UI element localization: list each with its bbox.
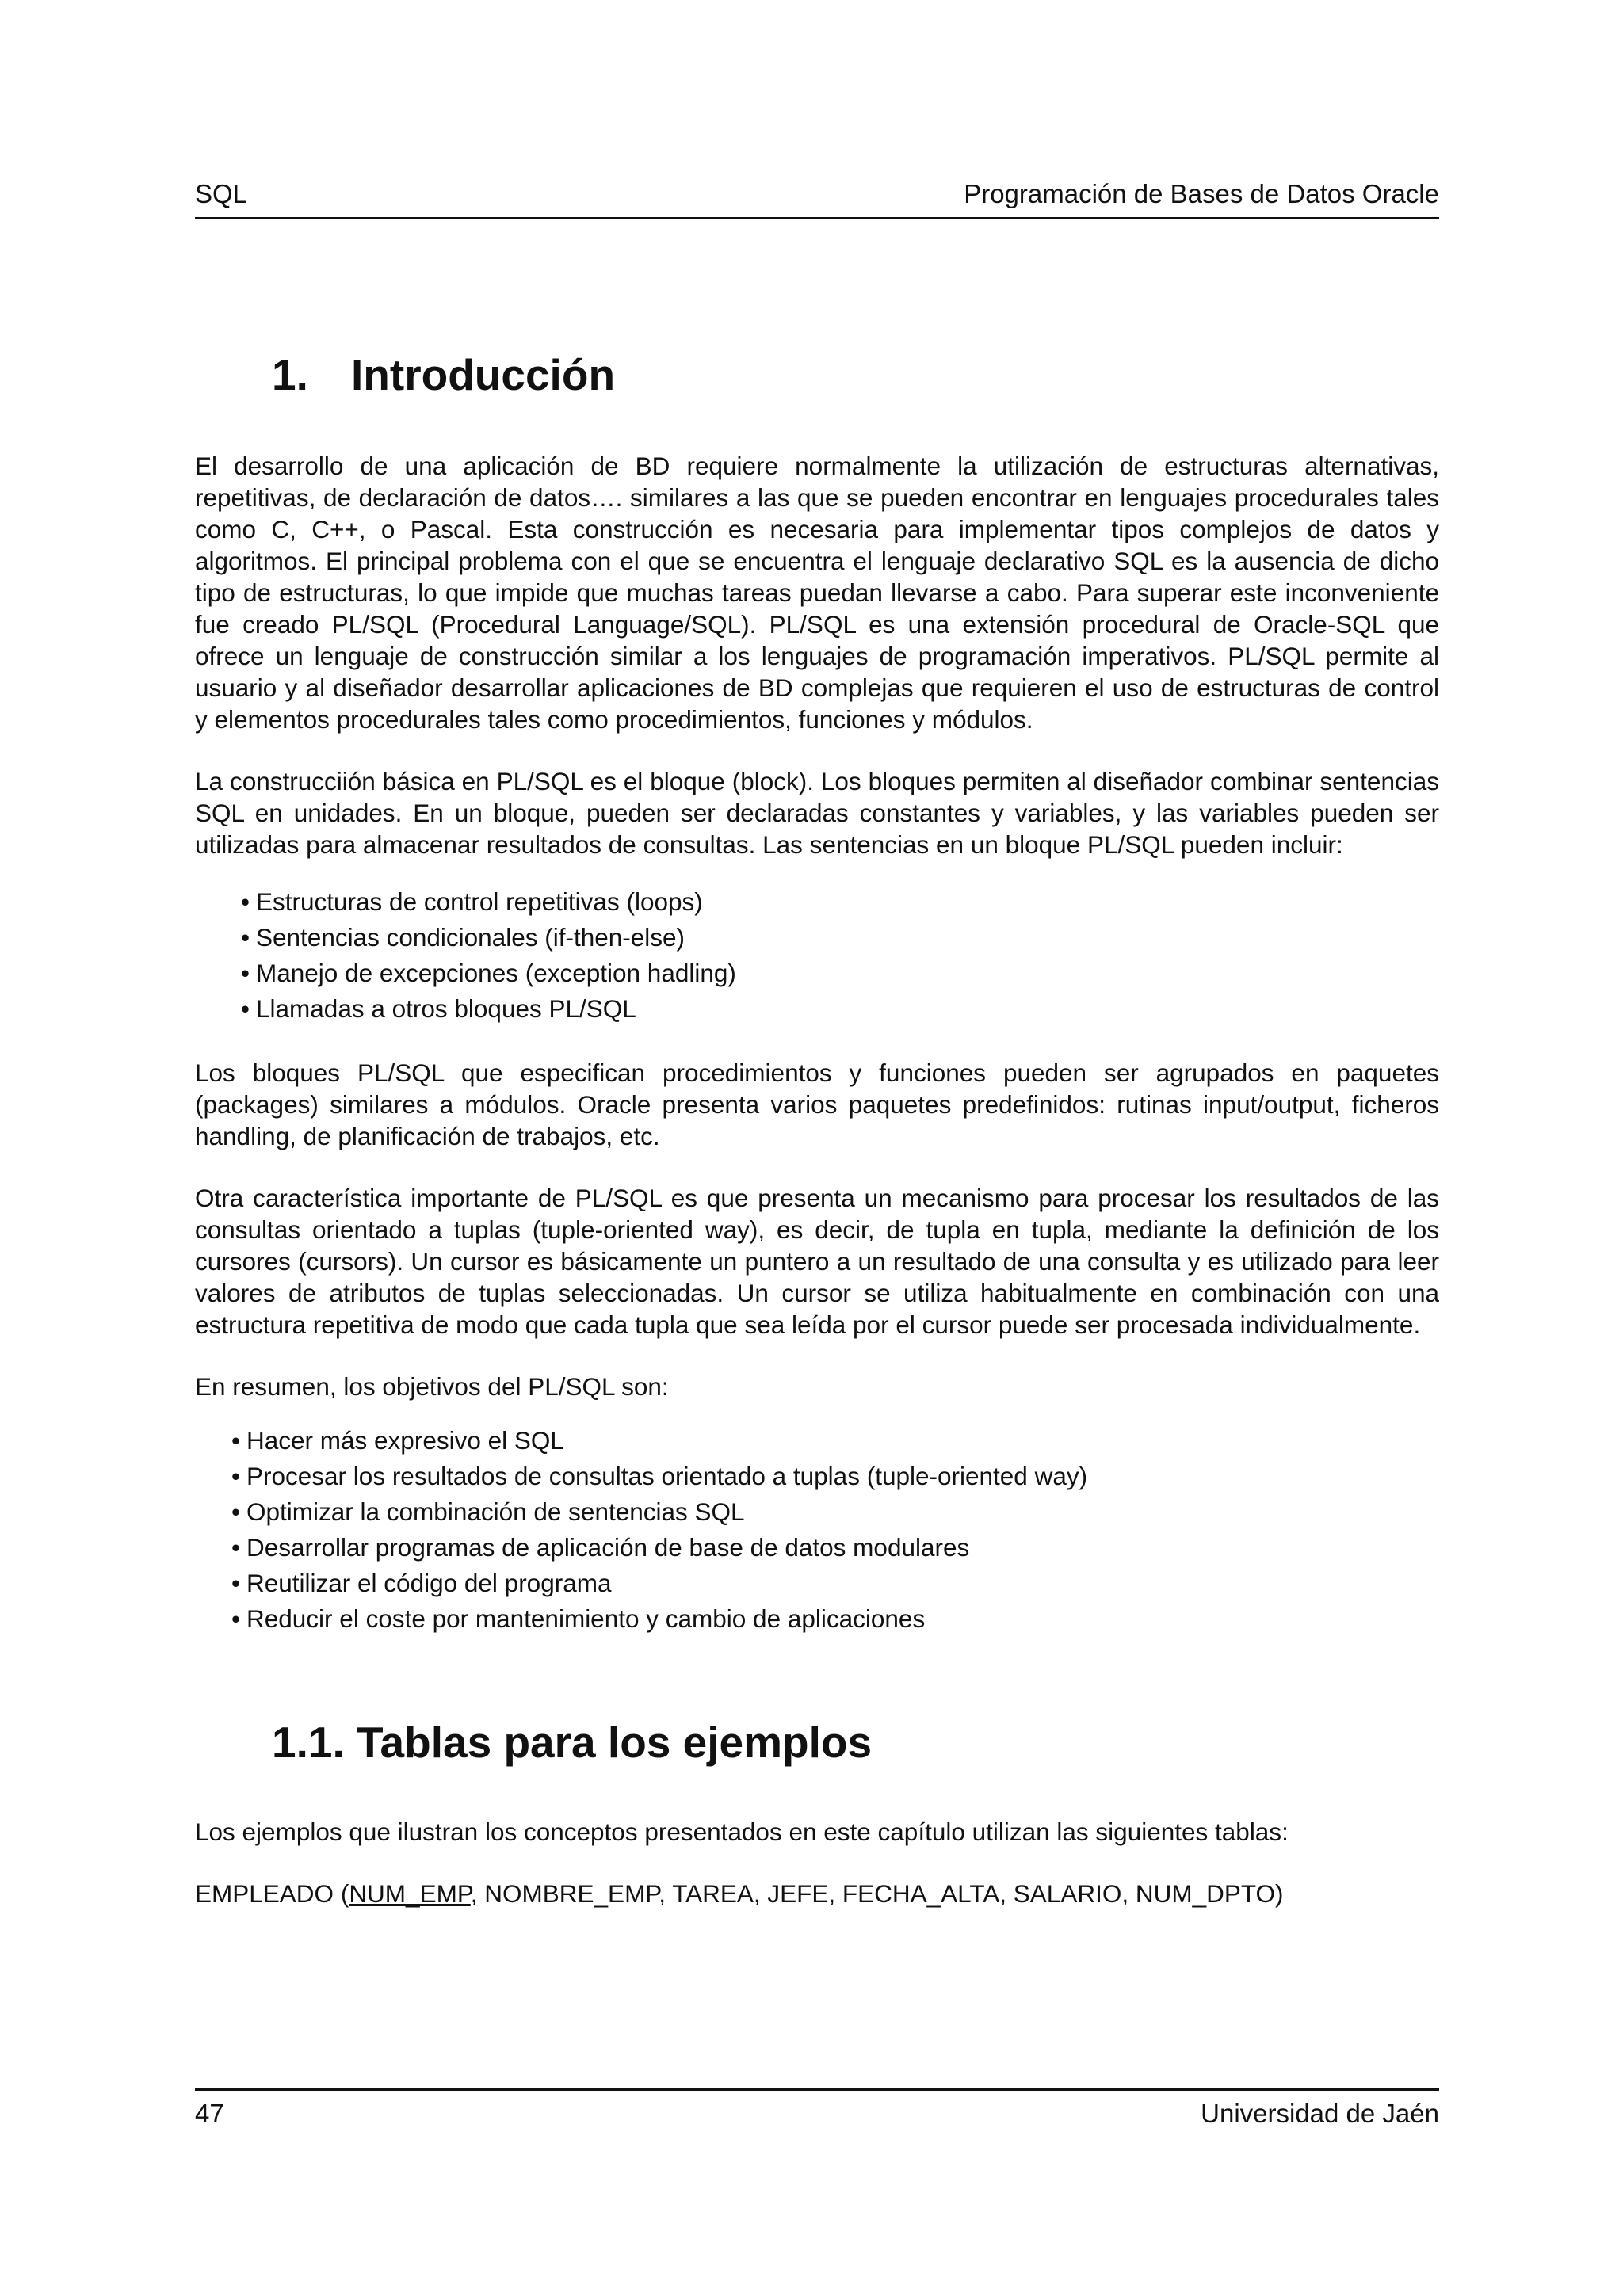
table-primary-key: NUM_EMP [349,1879,471,1908]
paragraph-cursors: Otra característica importante de PL/SQL es que presenta un mecanismo para procesar los resultados de las consultas orientado a tuplas (tuple-oriented way), es decir, de tupla en tupla, mediante la definición de los cursores (cursors). Un cursor es básicamente un puntero a un resultado de una consulta y es utilizado para leer valores de atributos de tuplas seleccionadas. Un cursor se utiliza habitualmente en combinación con una estructura repetitiva de modo que cada tupla que sea leída por el cursor puede ser procesada individualmente. [195,1184,1439,1339]
objectives-list [195,1423,1439,1637]
block-features-list [195,884,1439,1027]
bullet-icon: • [241,923,250,952]
bullet-icon: • [231,1462,241,1490]
list-item [231,1601,1439,1637]
chapter-heading [272,349,1439,401]
list-item-text: Desarrollar programas de aplicación de base de datos modulares [246,1533,970,1562]
bullet-icon: • [231,1604,241,1633]
paragraph-block: La construcciión básica en PL/SQL es el bloque (block). Los bloques permiten al diseñador combinar sentencias SQL en unidades. En un bloque, pueden ser declaradas constantes y variables, y las variables pueden ser utilizadas para almacenar resultados de consultas. Las sentencias en un bloque PL/SQL pueden incluir: [195,767,1439,859]
header-right-text: Programación de Bases de Datos Oracle [964,179,1439,208]
list-item-text: Sentencias condicionales (if-then-else) [256,923,685,952]
page-content [195,349,1439,1939]
table-definition [195,1878,1439,1909]
table-columns: , NOMBRE_EMP, TAREA, JEFE, FECHA_ALTA, SALARIO, NUM_DPTO) [470,1879,1284,1908]
running-header [195,176,1439,219]
list-item-text: Optimizar la combinación de sentencias SQL [246,1497,745,1526]
chapter-number: 1. [272,350,308,399]
bullet-icon: • [241,959,250,987]
bullet-icon: • [241,887,250,916]
document-page [195,0,1439,2296]
bullet-icon: • [231,1569,241,1597]
table-open-paren: ( [334,1879,349,1908]
list-item [241,955,1439,991]
paragraph-tables-intro: Los ejemplos que ilustran los conceptos presentados en este capítulo utilizan las siguientes tablas: [195,1817,1289,1846]
list-item [231,1530,1439,1566]
list-item-text: Manejo de excepciones (exception hadling) [256,959,736,987]
paragraph-intro: El desarrollo de una aplicación de BD requiere normalmente la utilización de estructuras alternativas, repetitivas, de declaración de datos…. similares a las que se pueden encontrar en lenguajes procedurales tales como C, C++, o Pascal. Esta construcción es necesaria para implementar tipos complejos de datos y algoritmos. El principal problema con el que se encuentra el lenguaje declarativo SQL es la ausencia de dicho tipo de estructuras, lo que impide que muchas tareas puedan llevarse a cabo. Para superar este inconveniente fue creado PL/SQL (Procedural Language/SQL). PL/SQL es una extensión procedural de Oracle-SQL que ofrece un lenguaje de construcción similar a los lenguajes de programación imperativos. PL/SQL permite al usuario y al diseñador desarrollar aplicaciones de BD complejas que requieren el uso de estructuras de control y elementos procedurales tales como procedimientos, funciones y módulos. [195,452,1439,734]
bullet-icon: • [231,1426,241,1455]
list-item-text: Reducir el coste por mantenimiento y cambio de aplicaciones [246,1604,926,1633]
list-item [241,884,1439,920]
paragraph-summary: En resumen, los objetivos del PL/SQL son: [195,1372,669,1401]
header-left-text: SQL [195,179,248,208]
bullet-icon: • [231,1497,241,1526]
list-item [231,1459,1439,1494]
list-item [241,991,1439,1027]
list-item-text: Hacer más expresivo el SQL [246,1426,564,1455]
list-item-text: Reutilizar el código del programa [246,1569,612,1597]
list-item [231,1423,1439,1459]
list-item-text: Estructuras de control repetitivas (loops) [256,887,703,916]
list-item [241,920,1439,955]
list-item-text: Procesar los resultados de consultas orientado a tuplas (tuple-oriented way) [246,1462,1088,1490]
paragraph-packages: Los bloques PL/SQL que especifican procedimientos y funciones pueden ser agrupados en paquetes (packages) similares a módulos. Oracle presenta varios paquetes predefinidos: rutinas input/output, ficheros handling, de planificación de trabajos, etc. [195,1058,1439,1150]
bullet-icon: • [241,994,250,1023]
list-item-text: Llamadas a otros bloques PL/SQL [256,994,636,1023]
running-footer [195,2088,1439,2138]
footer-right-text: Universidad de Jaén [1201,2099,1439,2128]
section-heading: 1.1. Tablas para los ejemplos [272,1718,873,1767]
table-name: EMPLEADO [195,1879,334,1908]
bullet-icon: • [231,1533,241,1562]
page-number: 47 [195,2099,224,2128]
list-item [231,1494,1439,1530]
chapter-title: Introducción [351,350,616,399]
list-item [231,1566,1439,1601]
